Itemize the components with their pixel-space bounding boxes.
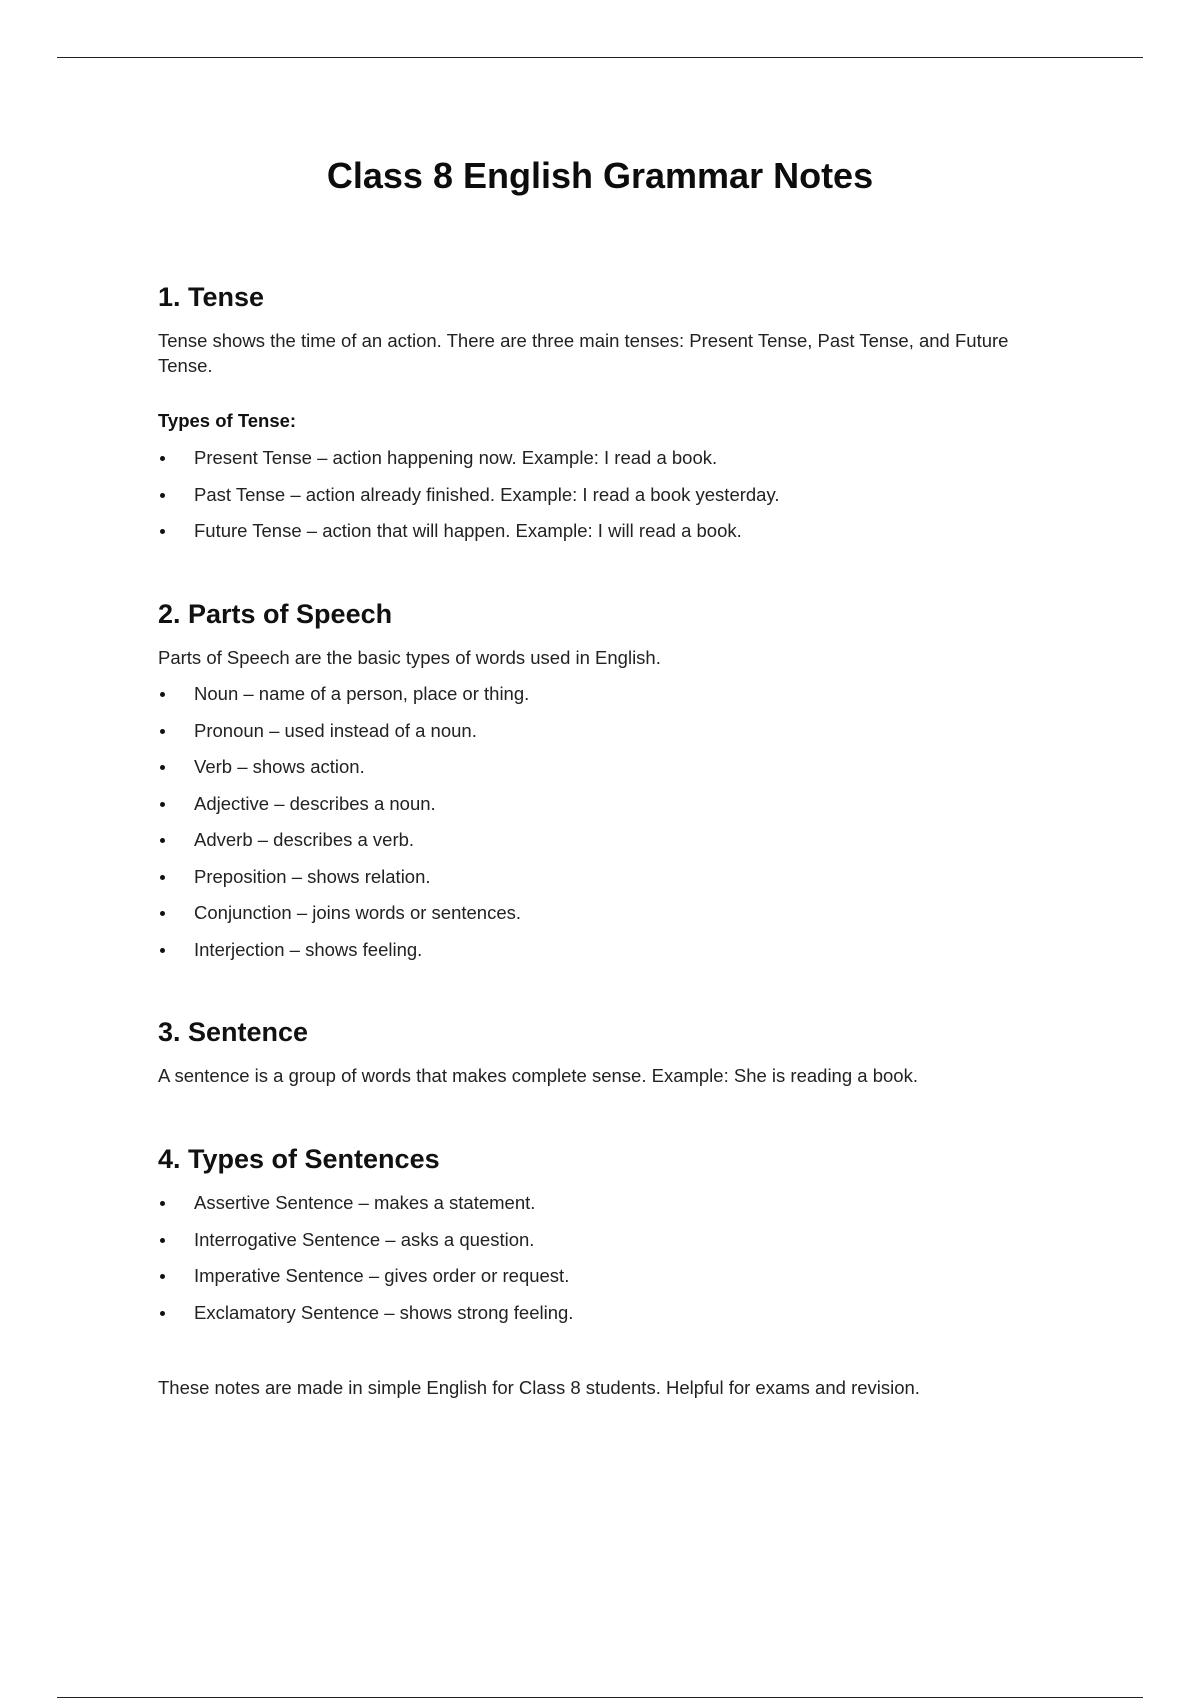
list-item: Conjunction – joins words or sentences. [158,902,529,939]
parts-of-speech-list [158,683,529,975]
list-item: Preposition – shows relation. [158,866,529,903]
sentence-intro: A sentence is a group of words that makes complete sense. Example: She is reading a book. [158,1065,918,1086]
list-item: Noun – name of a person, place or thing. [158,683,529,720]
list-item: Adjective – describes a noun. [158,793,529,830]
page-title: Class 8 English Grammar Notes [326,155,874,196]
bottom-rule [57,1697,1143,1698]
tense-list [158,447,780,557]
types-of-sentences-list [158,1192,573,1338]
list-item: Verb – shows action. [158,756,529,793]
list-item: Present Tense – action happening now. Example: I read a book. [158,447,780,484]
list-item: Interrogative Sentence – asks a question. [158,1229,573,1266]
list-item: Imperative Sentence – gives order or request. [158,1265,573,1302]
list-item: Pronoun – used instead of a noun. [158,720,529,757]
list-item: Exclamatory Sentence – shows strong feeling. [158,1302,573,1339]
types-of-tense-subheading: Types of Tense: [158,410,297,431]
top-rule [57,57,1143,58]
section-heading-tense: 1. Tense [158,282,265,312]
section-heading-sentence: 3. Sentence [158,1017,309,1047]
list-item: Past Tense – action already finished. Example: I read a book yesterday. [158,484,780,521]
section-heading-parts-of-speech: 2. Parts of Speech [158,599,393,629]
section-heading-types-of-sentences: 4. Types of Sentences [158,1144,440,1174]
list-item: Assertive Sentence – makes a statement. [158,1192,573,1229]
list-item: Future Tense – action that will happen. Example: I will read a book. [158,520,780,557]
parts-of-speech-intro: Parts of Speech are the basic types of words used in English. [158,647,661,668]
footer-note: These notes are made in simple English for Class 8 students. Helpful for exams and revision. [158,1377,920,1398]
list-item: Interjection – shows feeling. [158,939,529,976]
tense-intro: Tense shows the time of an action. There are three main tenses: Present Tense, Past Tense, and Future Tense. [158,330,1009,376]
list-item: Adverb – describes a verb. [158,829,529,866]
